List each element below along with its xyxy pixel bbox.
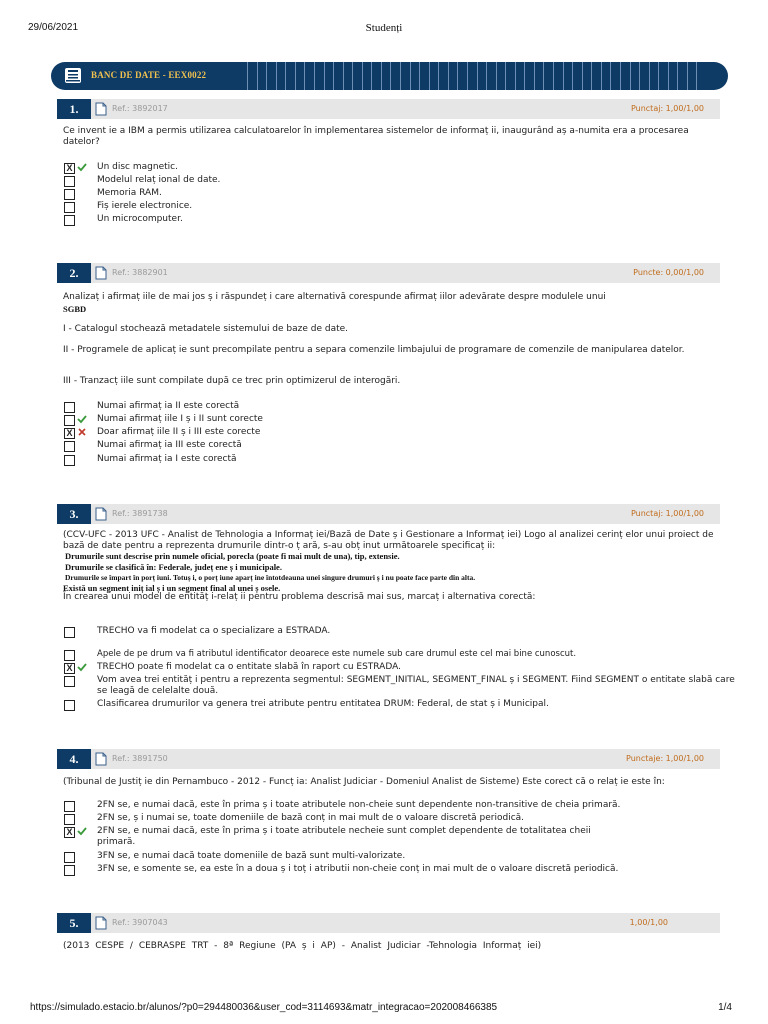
answer-checkbox[interactable] bbox=[64, 215, 75, 226]
answer-text: Un disc magnetic. bbox=[97, 162, 178, 172]
check-icon bbox=[77, 826, 87, 836]
question-number: 1. bbox=[57, 99, 91, 119]
question-header bbox=[57, 749, 720, 769]
question-header bbox=[57, 99, 720, 119]
answer-checkbox[interactable] bbox=[64, 176, 75, 187]
answer-checkbox[interactable] bbox=[64, 865, 75, 876]
answer-checkbox[interactable] bbox=[64, 455, 75, 466]
document-icon[interactable] bbox=[95, 752, 107, 766]
page-url: https://simulado.estacio.br/alunos/?p0=294480036&user_cod=3114693&matr_integracao=202008466385 bbox=[30, 1002, 498, 1013]
spec-line: Există un segment iniț ial ș i un segment final al unei ș osele. bbox=[63, 583, 281, 593]
spec-line: Drumurile se împart în porț iuni. Totuș i, o porț iune aparț ine întotdeauna unei singure drumuri ș i nu poate face parte din alta. bbox=[65, 573, 476, 582]
answer-text: Modelul relaț ional de date. bbox=[97, 175, 221, 185]
answer-checkbox[interactable] bbox=[64, 676, 75, 687]
question-score: Punctaj: 1,00/1,00 bbox=[630, 104, 704, 113]
answer-checkbox[interactable] bbox=[64, 814, 75, 825]
question-text: (2013 CESPE / CEBRASPE TRT - 8ª Regiune (PA ș i AP) - Analist Judiciar -Tehnologia Informaț iei) bbox=[63, 941, 542, 951]
document-icon[interactable] bbox=[95, 102, 107, 116]
question-ref: Ref.: 3892017 bbox=[112, 104, 168, 113]
statement: II - Programele de aplicaț ie sunt precompilate pentru a separa comenzile limbajului de programare de comenzile de manipularea datelor. bbox=[63, 345, 685, 355]
spec-line: Drumurile sunt descrise prin numele oficial, porecla (poate fi mai mult de una), tip, extensie. bbox=[65, 551, 400, 561]
question-score: Punctaj: 1,00/1,00 bbox=[630, 509, 704, 518]
question-number: 2. bbox=[57, 263, 91, 283]
answer-text: 2FN se, ș i numai se, toate domeniile de bază conț in mai mult de o valoare discretă periodică. bbox=[97, 813, 525, 823]
answer-text: Numai afirmaț ia III este corectă bbox=[97, 440, 242, 450]
question-number: 5. bbox=[57, 913, 91, 933]
answer-checkbox[interactable] bbox=[64, 627, 75, 638]
answer-checkbox[interactable] bbox=[64, 650, 75, 661]
question-header bbox=[57, 913, 720, 933]
answer-text: Memoria RAM. bbox=[97, 188, 162, 198]
statement: III - Tranzacț iile sunt compilate după ce trec prin optimizerul de interogări. bbox=[63, 376, 401, 386]
document-icon[interactable] bbox=[95, 916, 107, 930]
answer-text: 3FN se, e numai dacă toate domeniile de bază sunt multi-valorizate. bbox=[97, 851, 406, 861]
answer-checkbox[interactable] bbox=[64, 402, 75, 413]
question-header bbox=[57, 263, 720, 283]
answer-checkbox[interactable] bbox=[64, 801, 75, 812]
question-text: Ce invent ie a IBM a permis utilizarea calculatoarelor în implementarea sistemelor de informaț ii, inaugurând aș a-numita era a procesarea datelor? bbox=[63, 126, 689, 147]
question-text: Analizaț i afirmaț iile de mai jos ș i răspundeț i care alternativă corespunde afirmaț iilor adevărate despre modulele unui bbox=[63, 292, 606, 302]
spec-line: Drumurile se clasifică în: Federale, județ ene ș i municipale. bbox=[65, 562, 282, 572]
answer-text: Un microcomputer. bbox=[97, 214, 183, 224]
answer-checkbox[interactable]: X bbox=[64, 163, 75, 174]
cross-icon bbox=[77, 427, 87, 437]
answer-checkbox[interactable] bbox=[64, 852, 75, 863]
statement: I - Catalogul stochează metadatele sistemului de baze de date. bbox=[63, 324, 349, 334]
answer-text: TRECHO poate fi modelat ca o entitate slabă în raport cu ESTRADA. bbox=[97, 662, 401, 672]
question-score: Punctaje: 1,00/1,00 bbox=[626, 754, 704, 763]
document-icon[interactable] bbox=[95, 266, 107, 280]
answer-text: Fiș ierele electronice. bbox=[97, 201, 193, 211]
document-icon[interactable] bbox=[95, 507, 107, 521]
answer-text: 3FN se, e somente se, ea este în a doua ș i toț i atributii non-cheie conț in mai mult de o valoare discretă periodică. bbox=[97, 864, 619, 874]
answer-text: Numai afirmaț ia I este corectă bbox=[97, 454, 237, 464]
question-score: Puncte: 0,00/1,00 bbox=[633, 268, 704, 277]
answer-checkbox[interactable]: X bbox=[64, 827, 75, 838]
course-banner bbox=[51, 62, 728, 90]
question-text: (CCV-UFC - 2013 UFC - Analist de Tehnologia a Informaț iei/Bază de Date ș i Gestionare a Informaț iei) Logo al analizei cerinț elor unui proiect de bază de date pentru a reprezenta drumurile dintr-o ț ară, s-au obț inut următoarele specificaț ii: bbox=[63, 530, 714, 551]
question-ref: Ref.: 3891738 bbox=[112, 509, 168, 518]
answer-checkbox[interactable] bbox=[64, 441, 75, 452]
banner-stripes bbox=[247, 62, 706, 90]
question-text: (Tribunal de Justiț ie din Pernambuco - 2012 - Funcț ia: Analist Judiciar - Domeniul Analist de Sisteme) Este corect că o relaț ie este în: bbox=[63, 777, 665, 787]
answer-text: 2FN se, e numai dacă, este în prima ș i toate atributele non-cheie sunt dependente non-transitive de cheia primară. bbox=[97, 800, 621, 810]
question-number: 3. bbox=[57, 504, 91, 524]
book-icon bbox=[64, 67, 82, 84]
answer-text: Numai afirmaț ia II este corectă bbox=[97, 401, 240, 411]
answer-checkbox[interactable] bbox=[64, 700, 75, 711]
question-text-bold: SGBD bbox=[63, 304, 87, 314]
question-ref: Ref.: 3891750 bbox=[112, 754, 168, 763]
answer-text: Vom avea trei entităț i pentru a reprezenta segmentul: SEGMENT_INITIAL, SEGMENT_FINAL ș i SEGMENT. Fiind SEGMENT o entitate slabă care se leagă de celelalte două. bbox=[97, 675, 735, 696]
answer-checkbox[interactable] bbox=[64, 202, 75, 213]
answer-text: Numai afirmaț iile I ș i II sunt corecte bbox=[97, 414, 263, 424]
answer-checkbox[interactable]: X bbox=[64, 428, 75, 439]
check-icon bbox=[77, 162, 87, 172]
answer-checkbox[interactable]: X bbox=[64, 663, 75, 674]
answer-text: TRECHO va fi modelat ca o specializare a ESTRADA. bbox=[97, 626, 331, 636]
answer-text: 2FN se, e numai dacă, este în prima ș i toate atributele necheie sunt complet dependente de totalitatea cheii primară. bbox=[97, 826, 591, 847]
question-ref: Ref.: 3907043 bbox=[112, 918, 168, 927]
question-ref: Ref.: 3882901 bbox=[112, 268, 168, 277]
question-number: 4. bbox=[57, 749, 91, 769]
answer-checkbox[interactable] bbox=[64, 189, 75, 200]
answer-text: Clasificarea drumurilor va genera trei atribute pentru entitatea DRUM: Federal, de stat ș i Municipal. bbox=[97, 699, 549, 709]
print-date: 29/06/2021 bbox=[28, 22, 79, 33]
answer-text: Apele de pe drum va fi atributul identificator deoarece este numele sub care drumul este cel mai bine cunoscut. bbox=[97, 649, 577, 659]
page-number: 1/4 bbox=[718, 1002, 732, 1013]
check-icon bbox=[77, 662, 87, 672]
banner-label: BANC DE DATE - EEX0022 bbox=[91, 70, 207, 80]
question-instruction: În crearea unui model de entităț i-relaț ii pentru problema descrisă mai sus, marcaț i alternativa corectă: bbox=[63, 592, 536, 602]
answer-text: Doar afirmaț iile II ș i III este corecte bbox=[97, 427, 261, 437]
answer-checkbox[interactable] bbox=[64, 415, 75, 426]
question-header bbox=[57, 504, 720, 524]
print-title: Studenți bbox=[365, 22, 403, 34]
question-score: 1,00/1,00 bbox=[629, 918, 668, 927]
check-icon bbox=[77, 414, 87, 424]
